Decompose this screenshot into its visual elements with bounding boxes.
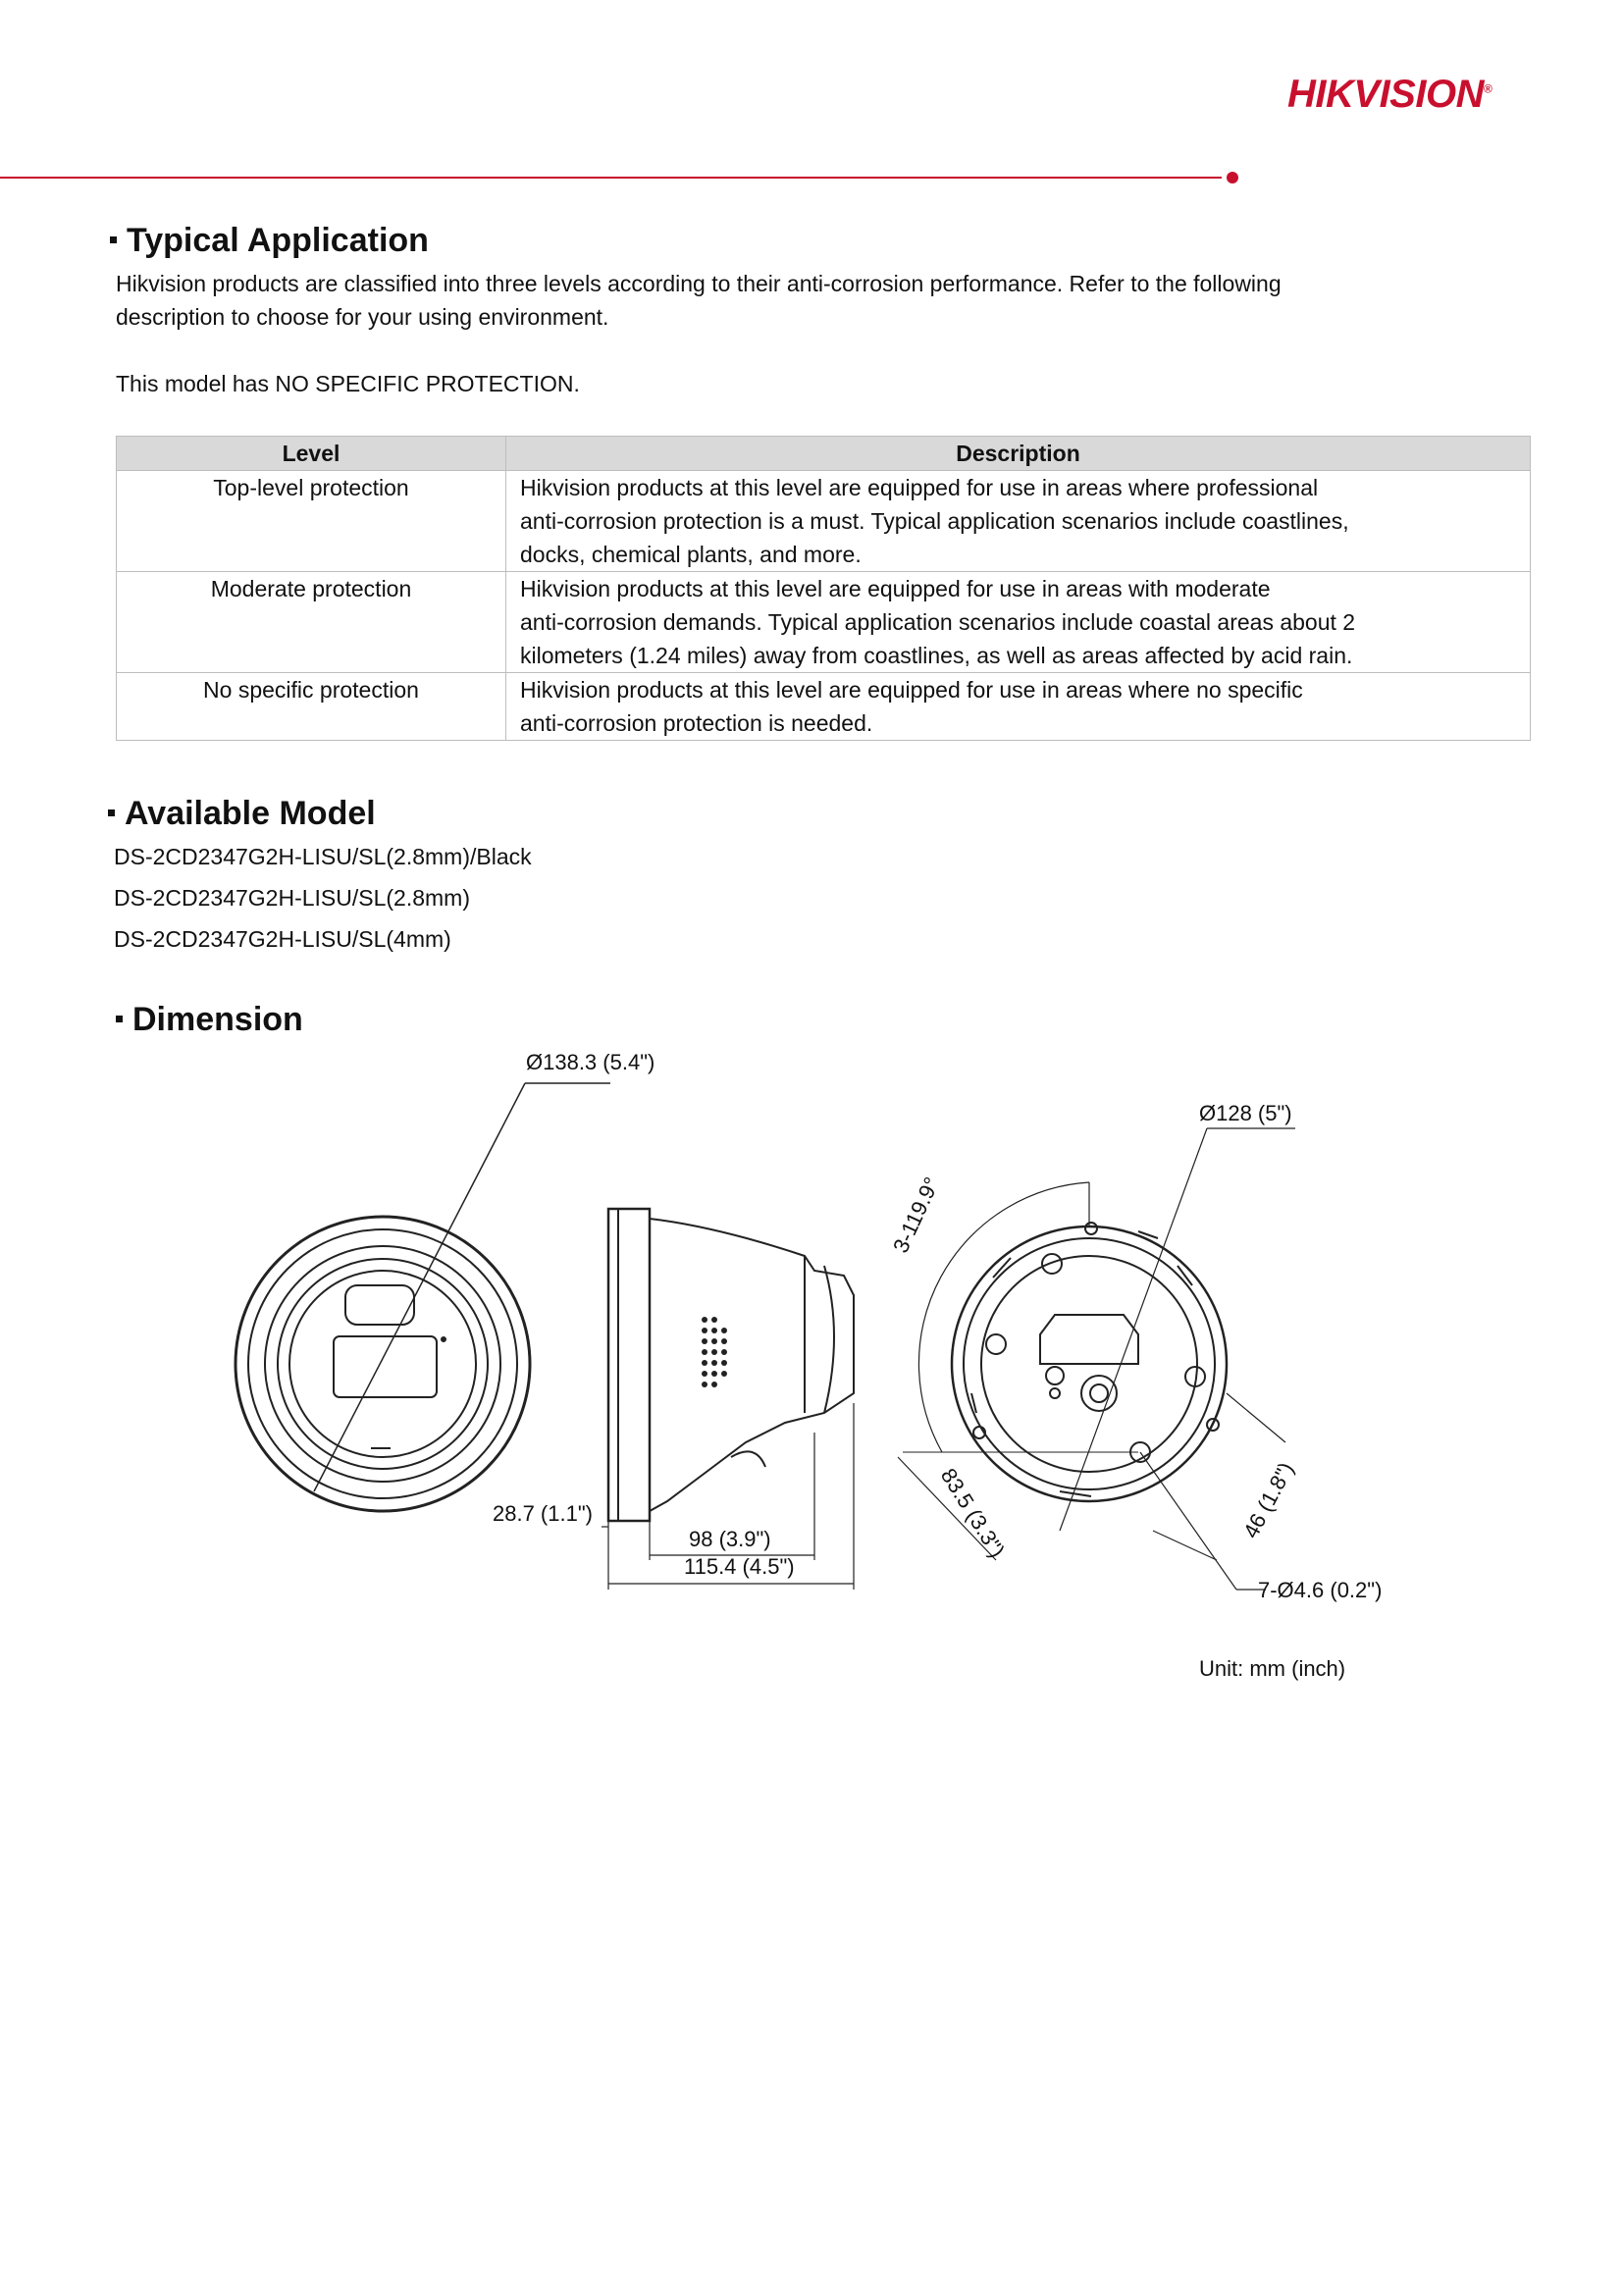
dimension-drawing: [0, 1040, 1623, 1629]
unit-note: Unit: mm (inch): [1199, 1656, 1346, 1681]
intro-line-2: description to choose for your using environment.: [116, 304, 609, 330]
body-depth-label: 98 (3.9"): [689, 1527, 771, 1551]
base-diameter-label: Ø128 (5"): [1199, 1101, 1292, 1125]
heading-bullet-icon: [110, 236, 117, 243]
heading-bullet-icon: [108, 809, 115, 816]
available-model-heading: Available Model: [108, 795, 376, 833]
angle-label: 3-119.9°: [888, 1173, 945, 1257]
front-diameter-label: Ø138.3 (5.4"): [526, 1050, 655, 1074]
level-cell: No specific protection: [117, 673, 506, 741]
dimension-heading: Dimension: [116, 1001, 303, 1039]
level-cell: Top-level protection: [117, 471, 506, 572]
total-depth-label: 115.4 (4.5"): [684, 1554, 795, 1579]
model-item: DS-2CD2347G2H-LISU/SL(2.8mm)/Black: [114, 844, 532, 869]
model-item: DS-2CD2347G2H-LISU/SL(2.8mm): [114, 885, 471, 911]
hole-offset-label: 46 (1.8"): [1238, 1458, 1299, 1542]
table-row: [117, 673, 1531, 741]
mounting-holes-label: 7-Ø4.6 (0.2"): [1258, 1578, 1383, 1602]
front-depth-label: 28.7 (1.1"): [493, 1501, 593, 1526]
hole-span-label: 83.5 (3.3"): [935, 1464, 1011, 1562]
description-cell: Hikvision products at this level are equipped for use in areas where no specific anti-corrosion protection is needed.: [506, 673, 1531, 741]
description-cell: Hikvision products at this level are equipped for use in areas where professional anti-corrosion protection is a must. Typical application scenarios include coastlines, docks, chemical plants, and more.: [506, 471, 1531, 572]
header-rule: [0, 177, 1222, 179]
intro-line-1: Hikvision products are classified into three levels according to their anti-corrosion performance. Refer to the following: [116, 271, 1282, 296]
model-list: [114, 836, 532, 960]
front-view: [236, 1217, 530, 1511]
description-cell: Hikvision products at this level are equipped for use in areas with moderate anti-corrosion demands. Typical application scenarios include coastal areas about 2 kilometers (1.24 miles) away from coastlines, as well as areas affected by acid rain.: [506, 572, 1531, 673]
hikvision-logo: HIKVISION®: [1287, 73, 1492, 116]
table-header-description: Description: [506, 437, 1531, 471]
typical-application-heading: Typical Application: [110, 222, 429, 260]
table-row: [117, 572, 1531, 673]
table-row: [117, 471, 1531, 572]
heading-bullet-icon: [116, 1016, 123, 1022]
model-protection-note: This model has NO SPECIFIC PROTECTION.: [116, 371, 580, 396]
base-view: [898, 1128, 1295, 1590]
header-rule-dot: [1227, 172, 1238, 183]
table-header-level: Level: [117, 437, 506, 471]
table-header-row: [117, 437, 1531, 471]
level-cell: Moderate protection: [117, 572, 506, 673]
model-item: DS-2CD2347G2H-LISU/SL(4mm): [114, 926, 451, 952]
protection-levels-table: [116, 436, 1531, 741]
